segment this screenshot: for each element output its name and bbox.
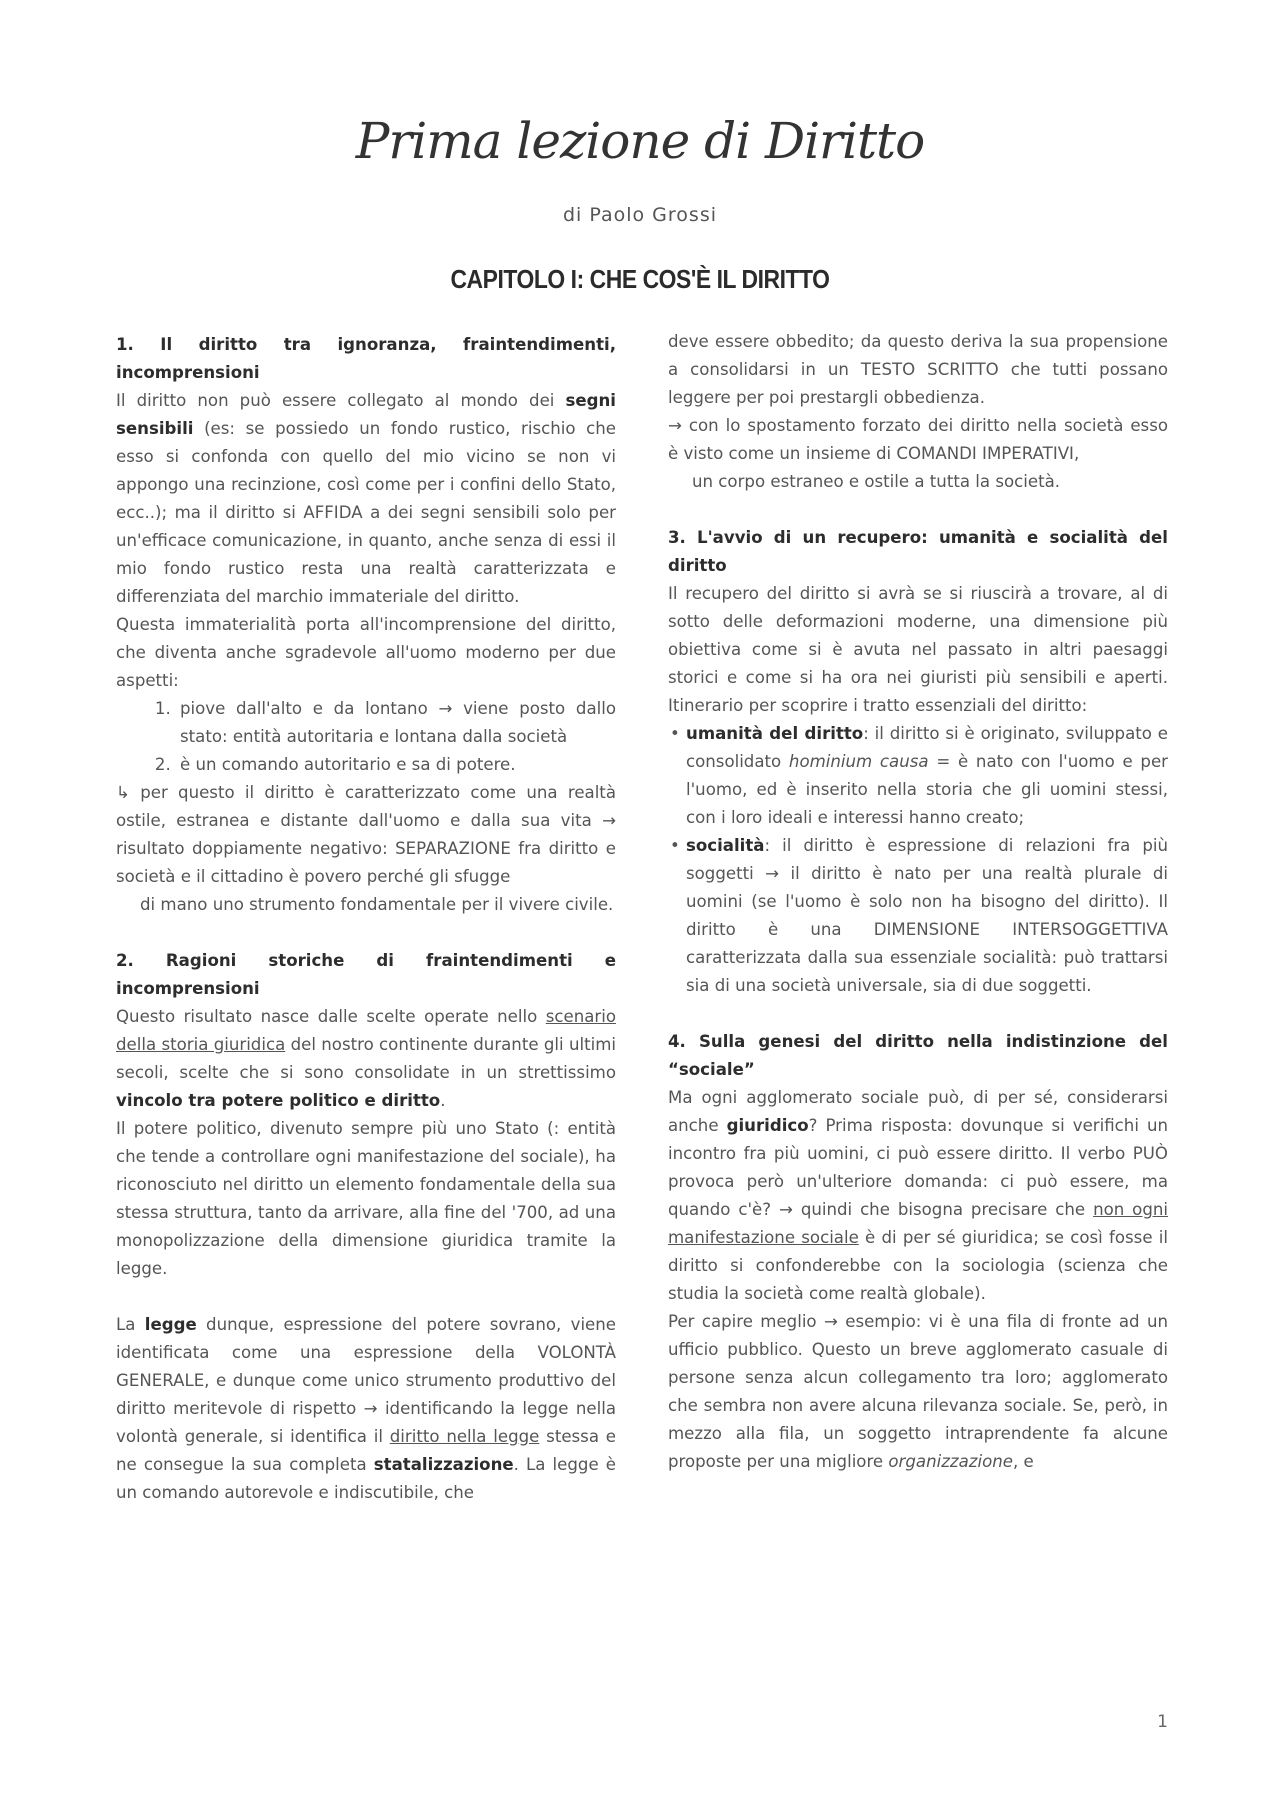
text-span: Questo risultato nasce dalle scelte operate nello — [116, 1007, 546, 1026]
text-span: dunque, espressione del potere sovrano, viene identificata come una espressione della VOLONTÀ GENERALE, e dunque come unico strumento produttivo del diritto meritevole di rispetto → identificando la legge nella volontà generale, si identifica il — [116, 1315, 616, 1446]
text-span: : il diritto è espressione di relazioni fra più soggetti → il diritto è nato per una realtà plurale di uomini (se l'uomo è solo non ha bisogno del diritto). Il diritto è una DIMENSIONE INTERSOGGETTIVA caratterizzata dalla sua essenziale socialità: può trattarsi sia di una società universale, sia di due soggetti. — [686, 836, 1168, 995]
text-span: , e — [1013, 1452, 1034, 1471]
bold-term: vincolo tra potere politico e diritto — [116, 1091, 441, 1110]
bold-term: statalizzazione — [373, 1455, 514, 1474]
section-2-paragraph-1 — [116, 1003, 616, 1115]
text-span: Il diritto non può essere collegato al mondo dei — [116, 391, 566, 410]
section-3-heading: 3. L'avvio di un recupero: umanità e socialità del diritto — [668, 528, 1168, 575]
text-span: del nostro continente durante gli ultimi secoli, scelte che si sono consolidate in un strettissimo — [116, 1035, 616, 1082]
section-3-paragraph-1: Il recupero del diritto si avrà se si riuscirà a trovare, al di sotto delle deformazioni moderne, una dimensione più obiettiva come si è avuta nel passato in altri paesaggi storici e come si ha ora nei giuristi più sensibili e aperti. Itinerario per scoprire i tratto essenziali del diritto: — [668, 584, 1168, 715]
text-span: Ma ogni agglomerato sociale può, di per sé, considerarsi anche — [668, 1088, 1168, 1135]
document-author: di Paolo Grossi — [562, 204, 717, 226]
section-1-paragraph-1 — [116, 387, 616, 611]
section-2-heading: 2. Ragioni storiche di fraintendimenti e incomprensioni — [116, 951, 616, 998]
underlined-term: scenario della storia giuridica — [116, 1007, 616, 1054]
text-span: = è nato con l'uomo e per l'uomo, ed è inserito nella storia che gli uomini stessi, con i loro ideali e interessi hanno creato; — [686, 752, 1168, 827]
section-4-heading: 4. Sulla genesi del diritto nella indistinzione del “sociale” — [668, 1032, 1168, 1079]
bullet-item — [686, 832, 1168, 1000]
numbered-list — [116, 695, 616, 779]
section-1-paragraph-4: di mano uno strumento fondamentale per il vivere civile. — [140, 895, 614, 914]
text-span: . — [440, 1091, 446, 1110]
document-title: Prima lezione di Diritto — [355, 112, 925, 170]
section-2-paragraph-2: Il potere politico, divenuto sempre più uno Stato (: entità che tende a controllare ogni manifestazione del sociale), ha riconosciuto nel diritto un elemento fondamentale della sua stessa struttura, tanto da arrivare, alla fine del '700, ad una monopolizzazione della dimensione giuridica tramite la legge. — [116, 1119, 616, 1278]
text-span: ? Prima risposta: dovunque si verifichi un incontro fra più uomini, ci può essere diritto. Il verbo PUÒ provoca però un'ulteriore domanda: ci può essere, ma quando c'è? → quindi che bisogna precisare che — [668, 1116, 1168, 1219]
section-1-paragraph-3: ↳ per questo il diritto è caratterizzato come una realtà ostile, estranea e distante dall'uomo e dalla sua vita → risultato doppiamente negativo: SEPARAZIONE fra diritto e società e il cittadino è povero perché gli sfugge — [116, 783, 616, 886]
text-span: : il diritto si è originato, sviluppato e consolidato — [686, 724, 1169, 771]
text-span: La — [116, 1315, 145, 1334]
italic-term: organizzazione — [888, 1452, 1013, 1471]
underlined-term: diritto nella legge — [389, 1427, 540, 1446]
bullet-list — [668, 720, 1168, 1000]
list-item: 2. è un comando autoritario e sa di potere. — [176, 751, 616, 779]
text-span: Per capire meglio → esempio: vi è una fila di fronte ad un ufficio pubblico. Questo un breve agglomerato casuale di persone senza alcun collegamento tra loro; agglomerato che sembra non avere alcuna rilevanza sociale. Se, però, in mezzo alla fila, un soggetto intraprendente fa alcune proposte per una migliore — [668, 1312, 1168, 1471]
section-4-paragraph-1 — [668, 1084, 1168, 1308]
text-span: . La legge è un comando autorevole e indiscutibile, che — [116, 1455, 616, 1502]
text-span: stessa e ne consegue la sua completa — [116, 1427, 617, 1474]
list-item: 1. piove dall'alto e da lontano → viene posto dallo stato: entità autoritaria e lontana dalla società — [176, 695, 616, 751]
italic-term: hominium causa — [788, 752, 929, 771]
page-number: 1 — [1157, 1712, 1168, 1732]
section-1-paragraph-2: Questa immaterialità porta all'incomprensione del diritto, che diventa anche sgradevole all'uomo moderno per due aspetti: — [116, 615, 616, 690]
bold-term: umanità del diritto — [686, 724, 864, 743]
bullet-item — [686, 720, 1168, 832]
underlined-term: non ogni manifestazione sociale — [668, 1200, 1168, 1247]
right-column — [668, 328, 1168, 1476]
bold-term: segni sensibili — [116, 391, 616, 438]
section-1-heading: 1. Il diritto tra ignoranza, fraintendimenti, incomprensioni — [116, 335, 616, 382]
bold-term: socialità — [686, 836, 765, 855]
continued-paragraph-1: deve essere obbedito; da questo deriva la sua propensione a consolidarsi in un TESTO SCRITTO che tutti possano leggere per poi prestargli obbedienza. — [668, 332, 1168, 407]
left-column — [116, 331, 616, 1507]
continued-paragraph-2: → con lo spostamento forzato dei diritto nella società esso è visto come un insieme di COMANDI IMPERATIVI, — [668, 416, 1168, 463]
section-2-paragraph-3 — [116, 1311, 616, 1507]
text-span: (es: se possiedo un fondo rustico, rischio che esso si confonda con quello del mio vicino se non vi appongo una recinzione, così come per i confini dello Stato, ecc..); ma il diritto si AFFIDA a dei segni sensibili solo per un'efficace comunicazione, in quanto, anche senza di essi il mio fondo rustico resta una realtà caratterizzata e differenziata del marchio immateriale del diritto. — [116, 419, 616, 606]
section-4-paragraph-2 — [668, 1308, 1168, 1476]
text-span: è di per sé giuridica; se così fosse il diritto si confonderebbe con la sociologia (scienza che studia la società come realtà globale). — [668, 1228, 1168, 1303]
bold-term: legge — [144, 1315, 197, 1334]
continued-paragraph-3: un corpo estraneo e ostile a tutta la società. — [692, 472, 1061, 491]
chapter-heading: CAPITOLO I: CHE COS'È IL DIRITTO — [450, 264, 830, 294]
bold-term: giuridico — [726, 1116, 809, 1135]
